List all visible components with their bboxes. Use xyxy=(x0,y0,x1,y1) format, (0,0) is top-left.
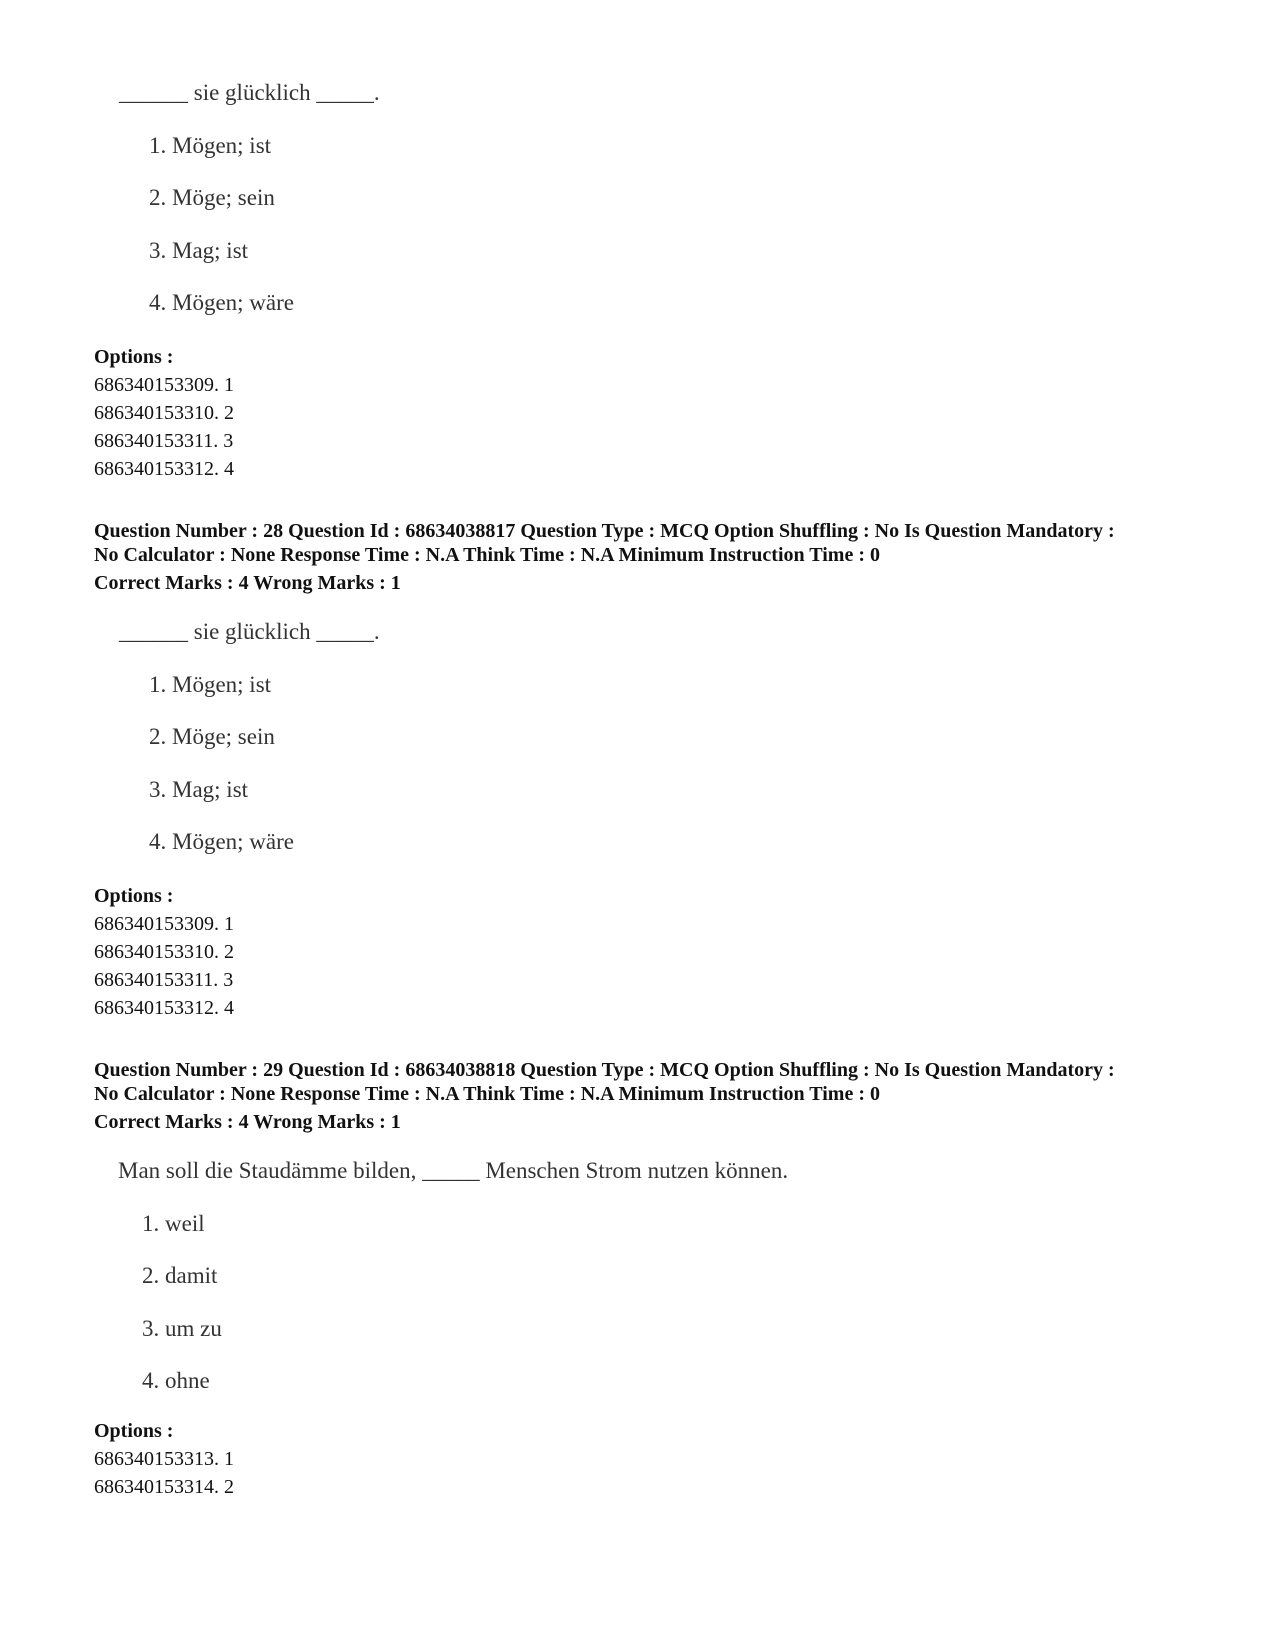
option-id: 686340153310. 2 xyxy=(94,941,234,963)
choice-item: 4. ohne xyxy=(142,1368,210,1393)
choice-item: 1. weil xyxy=(142,1211,205,1236)
question-header-line1: Question Number : 28 Question Id : 68634038817 Question Type : MCQ Option Shuffling : No Is Question Mandatory : xyxy=(94,520,1115,542)
options-label: Options : xyxy=(94,346,174,368)
option-id: 686340153310. 2 xyxy=(94,402,234,424)
option-id: 686340153314. 2 xyxy=(94,1476,234,1498)
option-id: 686340153312. 4 xyxy=(94,997,234,1019)
question-header-line2: No Calculator : None Response Time : N.A Think Time : N.A Minimum Instruction Time : 0 xyxy=(94,544,880,566)
option-id: 686340153309. 1 xyxy=(94,913,234,935)
question-header-line1: Question Number : 29 Question Id : 68634038818 Question Type : MCQ Option Shuffling : No Is Question Mandatory : xyxy=(94,1059,1115,1081)
choice-item: 2. Möge; sein xyxy=(149,185,275,210)
option-id: 686340153312. 4 xyxy=(94,458,234,480)
options-label: Options : xyxy=(94,885,174,907)
option-id: 686340153311. 3 xyxy=(94,430,234,452)
choice-item: 3. um zu xyxy=(142,1316,222,1341)
question-marks: Correct Marks : 4 Wrong Marks : 1 xyxy=(94,1111,401,1133)
choice-item: 4. Mögen; wäre xyxy=(149,290,294,315)
choice-item: 1. Mögen; ist xyxy=(149,672,272,697)
question-stem: Man soll die Staudämme bilden, _____ Menschen Strom nutzen können. xyxy=(118,1158,789,1183)
option-id: 686340153311. 3 xyxy=(94,969,234,991)
choice-item: 2. Möge; sein xyxy=(149,724,275,749)
question-marks: Correct Marks : 4 Wrong Marks : 1 xyxy=(94,572,401,594)
options-label: Options : xyxy=(94,1420,174,1442)
question-stem: ______ sie glücklich _____. xyxy=(119,80,380,105)
choice-item: 3. Mag; ist xyxy=(149,238,249,263)
option-id: 686340153309. 1 xyxy=(94,374,234,396)
choice-item: 4. Mögen; wäre xyxy=(149,829,294,854)
question-header-line2: No Calculator : None Response Time : N.A Think Time : N.A Minimum Instruction Time : 0 xyxy=(94,1083,880,1105)
question-stem: ______ sie glücklich _____. xyxy=(119,619,380,644)
option-id: 686340153313. 1 xyxy=(94,1448,234,1470)
choice-item: 2. damit xyxy=(142,1263,218,1288)
choice-item: 3. Mag; ist xyxy=(149,777,249,802)
choice-item: 1. Mögen; ist xyxy=(149,133,272,158)
